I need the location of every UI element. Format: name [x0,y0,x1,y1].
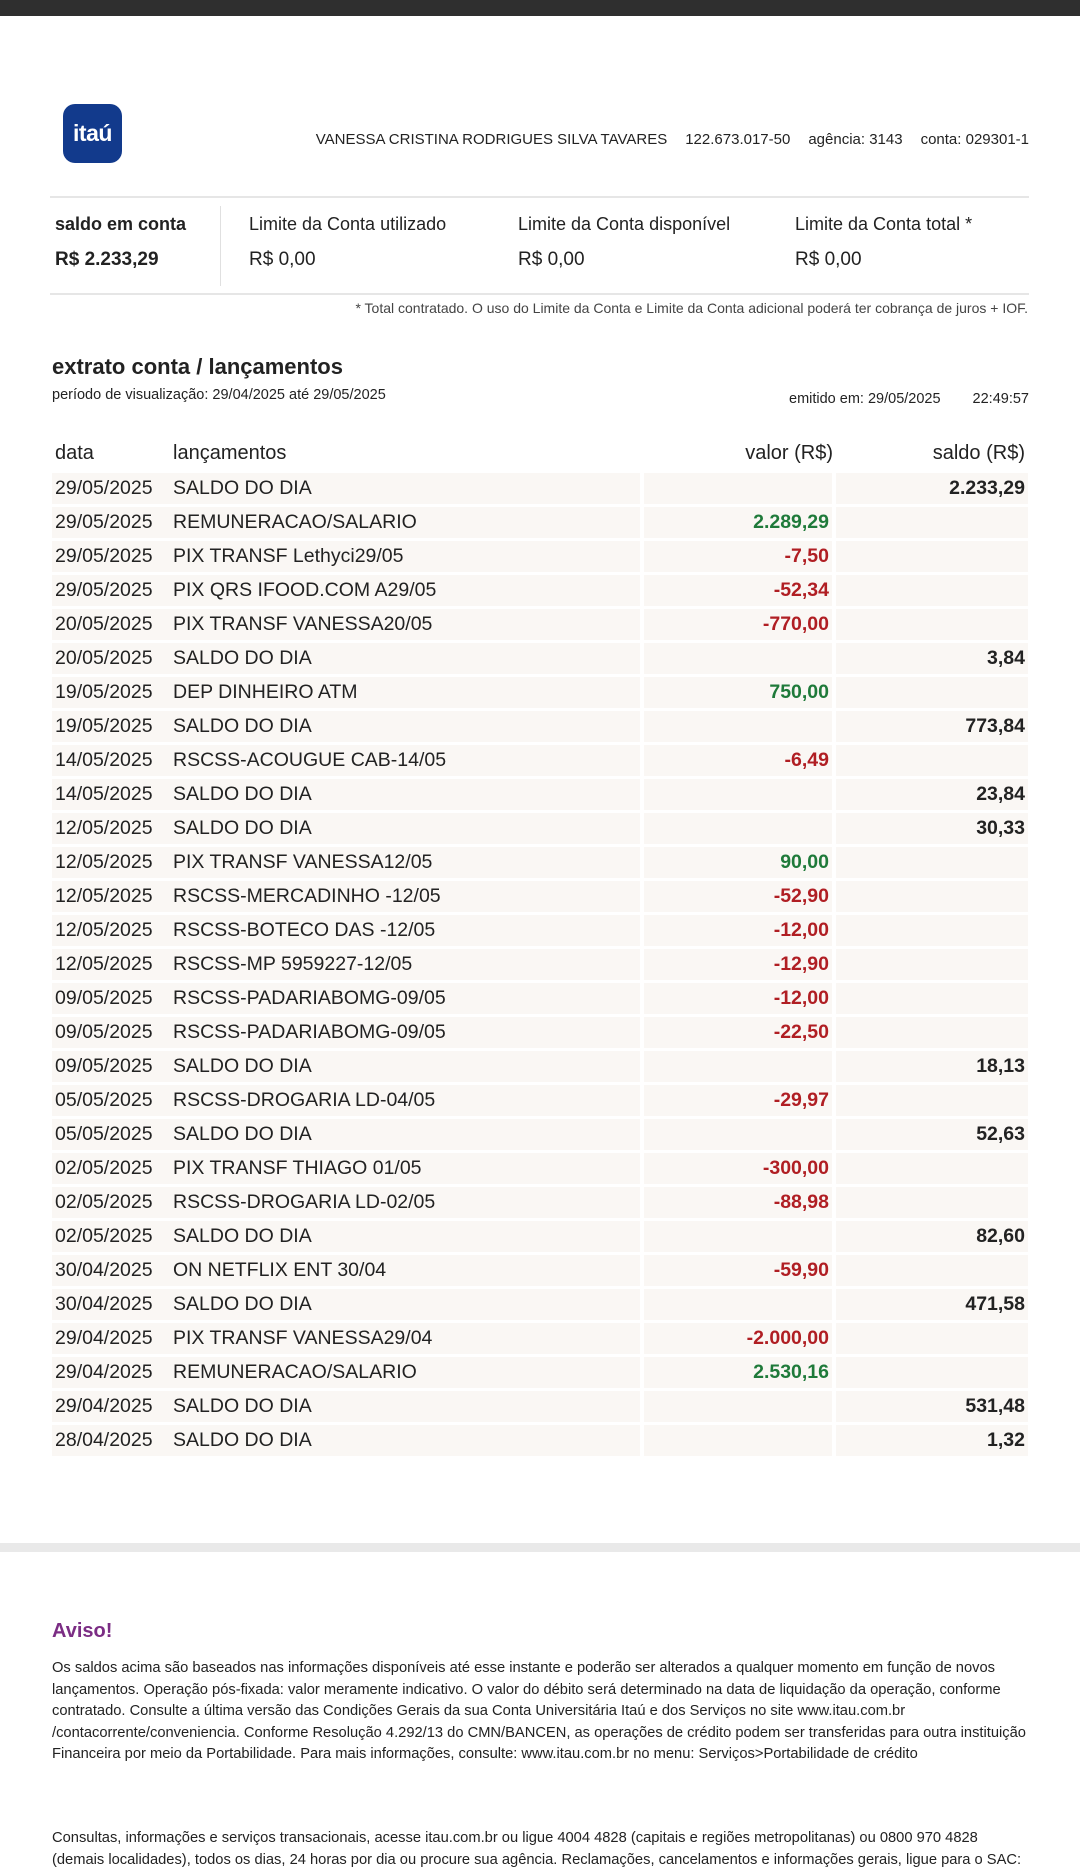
row-description: PIX TRANSF VANESSA12/05 [170,847,644,881]
statement-period: período de visualização: 29/04/2025 até 29/05/2025 [52,387,386,403]
row-description: REMUNERACAO/SALARIO [170,1357,644,1391]
row-description: RSCSS-DROGARIA LD-02/05 [170,1187,644,1221]
row-date: 09/05/2025 [52,1017,170,1051]
row-date: 29/04/2025 [52,1323,170,1357]
limit-total-value: R$ 0,00 [795,249,862,270]
row-value: 750,00 [644,677,836,711]
row-balance: 1,32 [836,1425,1028,1459]
limit-footnote: * Total contratado. O uso do Limite da Conta e Limite da Conta adicional poderá ter cobrança de juros + IOF. [355,300,1028,316]
row-description: RSCSS-PADARIABOMG-09/05 [170,983,644,1017]
row-date: 20/05/2025 [52,609,170,643]
row-balance: 18,13 [836,1051,1028,1085]
row-description: RSCSS-PADARIABOMG-09/05 [170,1017,644,1051]
account-number: conta: 029301-1 [920,131,1029,148]
holder-name: VANESSA CRISTINA RODRIGUES SILVA TAVARES [315,131,668,148]
row-date: 29/05/2025 [52,507,170,541]
row-value: -7,50 [644,541,836,575]
row-date: 09/05/2025 [52,1051,170,1085]
row-value: 2.530,16 [644,1357,836,1391]
limit-available-label: Limite da Conta disponível [518,214,731,234]
row-balance: 30,33 [836,813,1028,847]
row-date: 14/05/2025 [52,779,170,813]
row-date: 14/05/2025 [52,745,170,779]
row-date: 20/05/2025 [52,643,170,677]
row-balance: 3,84 [836,643,1028,677]
row-date: 28/04/2025 [52,1425,170,1459]
row-description: SALDO DO DIA [170,473,644,507]
limit-used-value: R$ 0,00 [249,249,316,270]
row-description: RSCSS-DROGARIA LD-04/05 [170,1085,644,1119]
notice-text: Os saldos acima são baseados nas informações disponíveis até esse instante e poderão ser alterados a qualquer momento em função de novos lançamentos. Operação pós-fixada: valor meramente indicativo. O valor do débito será determinado na data de liquidação da operação, conforme contratado. Consulte a última versão das Condições Gerais da sua Conta Universitária Itaú e dos Serviços no site www.itau.com.br /contacorrente/conveniencia. Conforme Resolução 4.292/13 do CMN/BANCEN, as operações de crédito podem ser transferidas para outra instituição Financeira por meio da Portabilidade. Para mais informações, consulte: www.itau.com.br no menu: Serviços>Portabilidade de crédito [52,1660,1026,1762]
row-date: 02/05/2025 [52,1187,170,1221]
row-balance: 52,63 [836,1119,1028,1153]
row-balance: 773,84 [836,711,1028,745]
row-value: -12,90 [644,949,836,983]
row-date: 05/05/2025 [52,1119,170,1153]
row-value: -22,50 [644,1017,836,1051]
row-description: ON NETFLIX ENT 30/04 [170,1255,644,1289]
balance-value: R$ 2.233,29 [55,249,159,270]
row-date: 12/05/2025 [52,847,170,881]
row-value: -59,90 [644,1255,836,1289]
row-description: PIX TRANSF THIAGO 01/05 [170,1153,644,1187]
row-description: SALDO DO DIA [170,643,644,677]
row-description: SALDO DO DIA [170,1391,644,1425]
row-date: 29/05/2025 [52,473,170,507]
row-value: 2.289,29 [644,507,836,541]
contact-text: Consultas, informações e serviços transacionais, acesse itau.com.br ou ligue 4004 4828 (capitais e regiões metropolitanas) ou 0800 970 4828 (demais localidades), todos os dias, 24 horas por dia ou procure sua agência. Reclamações, cancelamentos e informações gerais, ligue para o SAC: [52,1830,1022,1868]
row-value: -770,00 [644,609,836,643]
balance-label: saldo em conta [55,214,187,234]
notice-title: Aviso! [52,1620,113,1642]
limit-total-label: Limite da Conta total * [795,214,973,234]
row-value: -88,98 [644,1187,836,1221]
row-date: 30/04/2025 [52,1289,170,1323]
row-value: -6,49 [644,745,836,779]
row-description: SALDO DO DIA [170,779,644,813]
row-value: -2.000,00 [644,1323,836,1357]
row-description: PIX TRANSF VANESSA29/04 [170,1323,644,1357]
row-date: 12/05/2025 [52,915,170,949]
row-balance: 82,60 [836,1221,1028,1255]
row-description: SALDO DO DIA [170,1425,644,1459]
limit-used-label: Limite da Conta utilizado [249,214,447,234]
row-balance: 531,48 [836,1391,1028,1425]
header-balance: saldo (R$) [932,441,1025,464]
row-balance: 471,58 [836,1289,1028,1323]
limit-available-value: R$ 0,00 [518,249,585,270]
row-balance: 23,84 [836,779,1028,813]
row-date: 29/05/2025 [52,541,170,575]
row-description: RSCSS-BOTECO DAS -12/05 [170,915,644,949]
row-date: 02/05/2025 [52,1153,170,1187]
row-value: -52,90 [644,881,836,915]
row-date: 09/05/2025 [52,983,170,1017]
row-description: PIX TRANSF Lethyci29/05 [170,541,644,575]
row-description: PIX TRANSF VANESSA20/05 [170,609,644,643]
row-description: RSCSS-MERCADINHO -12/05 [170,881,644,915]
row-date: 12/05/2025 [52,881,170,915]
emitted-date: emitido em: 29/05/2025 [789,391,941,407]
agency-number: agência: 3143 [808,131,903,148]
header-value: valor (R$) [745,441,833,464]
statement-title: extrato conta / lançamentos [52,354,343,379]
row-description: SALDO DO DIA [170,1051,644,1085]
row-value: -29,97 [644,1085,836,1119]
row-date: 05/05/2025 [52,1085,170,1119]
row-description: DEP DINHEIRO ATM [170,677,644,711]
row-value: 90,00 [644,847,836,881]
row-description: RSCSS-MP 5959227-12/05 [170,949,644,983]
row-description: SALDO DO DIA [170,1119,644,1153]
holder-cpf: 122.673.017-50 [685,131,791,148]
header-date: data [55,441,94,464]
row-date: 29/05/2025 [52,575,170,609]
row-description: REMUNERACAO/SALARIO [170,507,644,541]
row-value: -12,00 [644,915,836,949]
row-balance: 2.233,29 [836,473,1028,507]
row-date: 19/05/2025 [52,677,170,711]
header-desc: lançamentos [173,441,287,464]
row-description: RSCSS-ACOUGUE CAB-14/05 [170,745,644,779]
row-value: -300,00 [644,1153,836,1187]
row-description: SALDO DO DIA [170,711,644,745]
row-description: SALDO DO DIA [170,1221,644,1255]
row-date: 02/05/2025 [52,1221,170,1255]
row-date: 12/05/2025 [52,813,170,847]
logo-text: itaú [73,120,112,146]
row-description: PIX QRS IFOOD.COM A29/05 [170,575,644,609]
row-date: 12/05/2025 [52,949,170,983]
row-date: 30/04/2025 [52,1255,170,1289]
row-description: SALDO DO DIA [170,1289,644,1323]
row-value: -12,00 [644,983,836,1017]
row-date: 29/04/2025 [52,1357,170,1391]
row-value: -52,34 [644,575,836,609]
row-date: 29/04/2025 [52,1391,170,1425]
row-description: SALDO DO DIA [170,813,644,847]
row-date: 19/05/2025 [52,711,170,745]
emitted-time: 22:49:57 [972,391,1029,407]
